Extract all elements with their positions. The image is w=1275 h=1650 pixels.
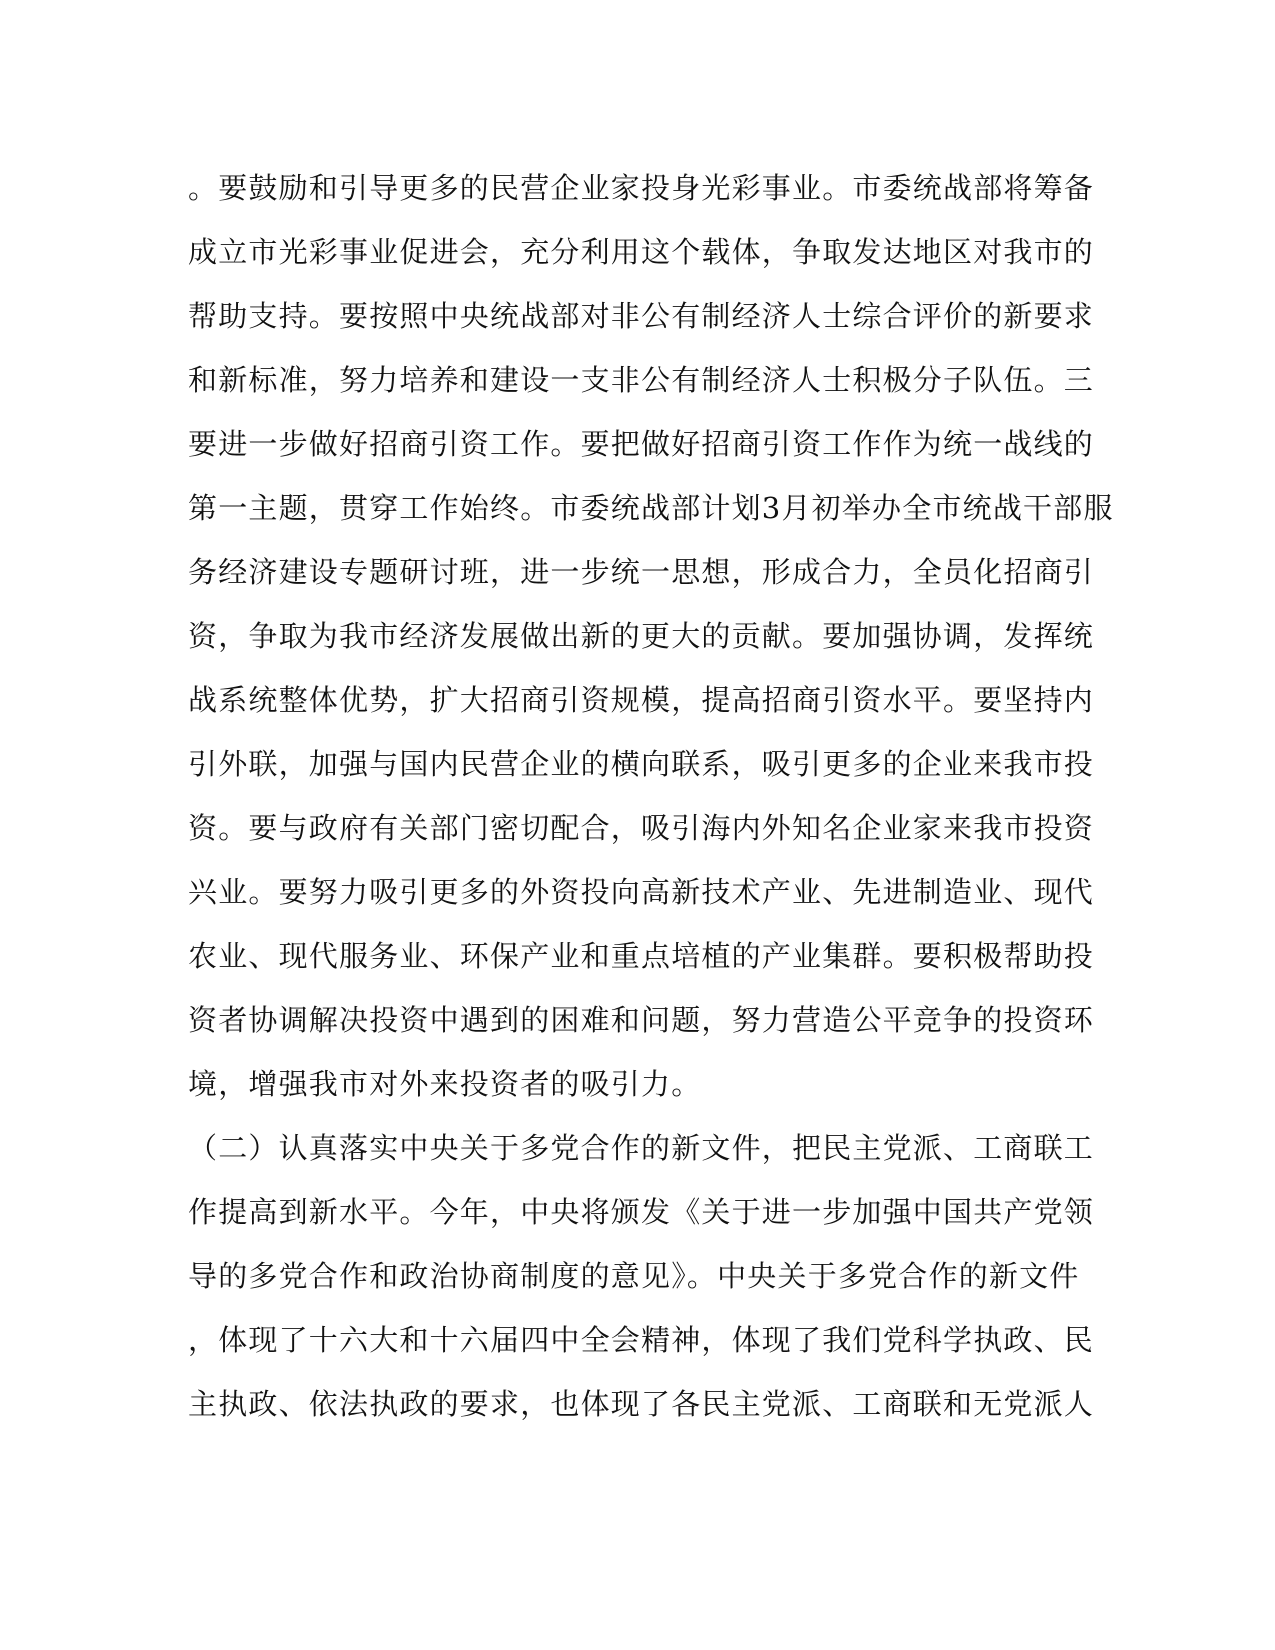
text-line: 成立市光彩事业促进会，充分利用这个载体，争取发达地区对我市的 [188, 235, 1095, 269]
text-line: 主执政、依法执政的要求，也体现了各民主党派、工商联和无党派人 [188, 1387, 1095, 1421]
text-line: 务经济建设专题研讨班，进一步统一思想，形成合力，全员化招商引 [188, 555, 1095, 589]
text-line: 。要鼓励和引导更多的民营企业家投身光彩事业。市委统战部将筹备 [188, 171, 1095, 205]
text-line: 和新标准，努力培养和建设一支非公有制经济人士积极分子队伍。三 [188, 363, 1095, 397]
text-line: 战系统整体优势，扩大招商引资规模，提高招商引资水平。要坚持内 [188, 683, 1095, 717]
text-line: 导的多党合作和政治协商制度的意见》。中央关于多党合作的新文件 [188, 1259, 1080, 1293]
text-line: 帮助支持。要按照中央统战部对非公有制经济人士综合评价的新要求 [188, 299, 1095, 333]
text-line: 境，增强我市对外来投资者的吸引力。 [188, 1067, 702, 1101]
text-line: 农业、现代服务业、环保产业和重点培植的产业集群。要积极帮助投 [188, 939, 1095, 973]
text-line: ，体现了十六大和十六届四中全会精神，体现了我们党科学执政、民 [188, 1323, 1095, 1357]
text-line: （二）认真落实中央关于多党合作的新文件，把民主党派、工商联工 [188, 1131, 1095, 1165]
text-line: 要进一步做好招商引资工作。要把做好招商引资工作作为统一战线的 [188, 427, 1095, 461]
text-line: 资者协调解决投资中遇到的困难和问题，努力营造公平竞争的投资环 [188, 1003, 1095, 1037]
text-line: 第一主题，贯穿工作始终。市委统战部计划3月初举办全市统战干部服 [188, 491, 1114, 525]
text-line: 资。要与政府有关部门密切配合，吸引海内外知名企业家来我市投资 [188, 811, 1095, 845]
text-line: 资，争取为我市经济发展做出新的更大的贡献。要加强协调，发挥统 [188, 619, 1095, 653]
text-line: 兴业。要努力吸引更多的外资投向高新技术产业、先进制造业、现代 [188, 875, 1095, 909]
text-line: 引外联，加强与国内民营企业的横向联系，吸引更多的企业来我市投 [188, 747, 1095, 781]
body-text [188, 156, 1114, 1436]
text-line: 作提高到新水平。今年，中央将颁发《关于进一步加强中国共产党领 [188, 1195, 1095, 1229]
